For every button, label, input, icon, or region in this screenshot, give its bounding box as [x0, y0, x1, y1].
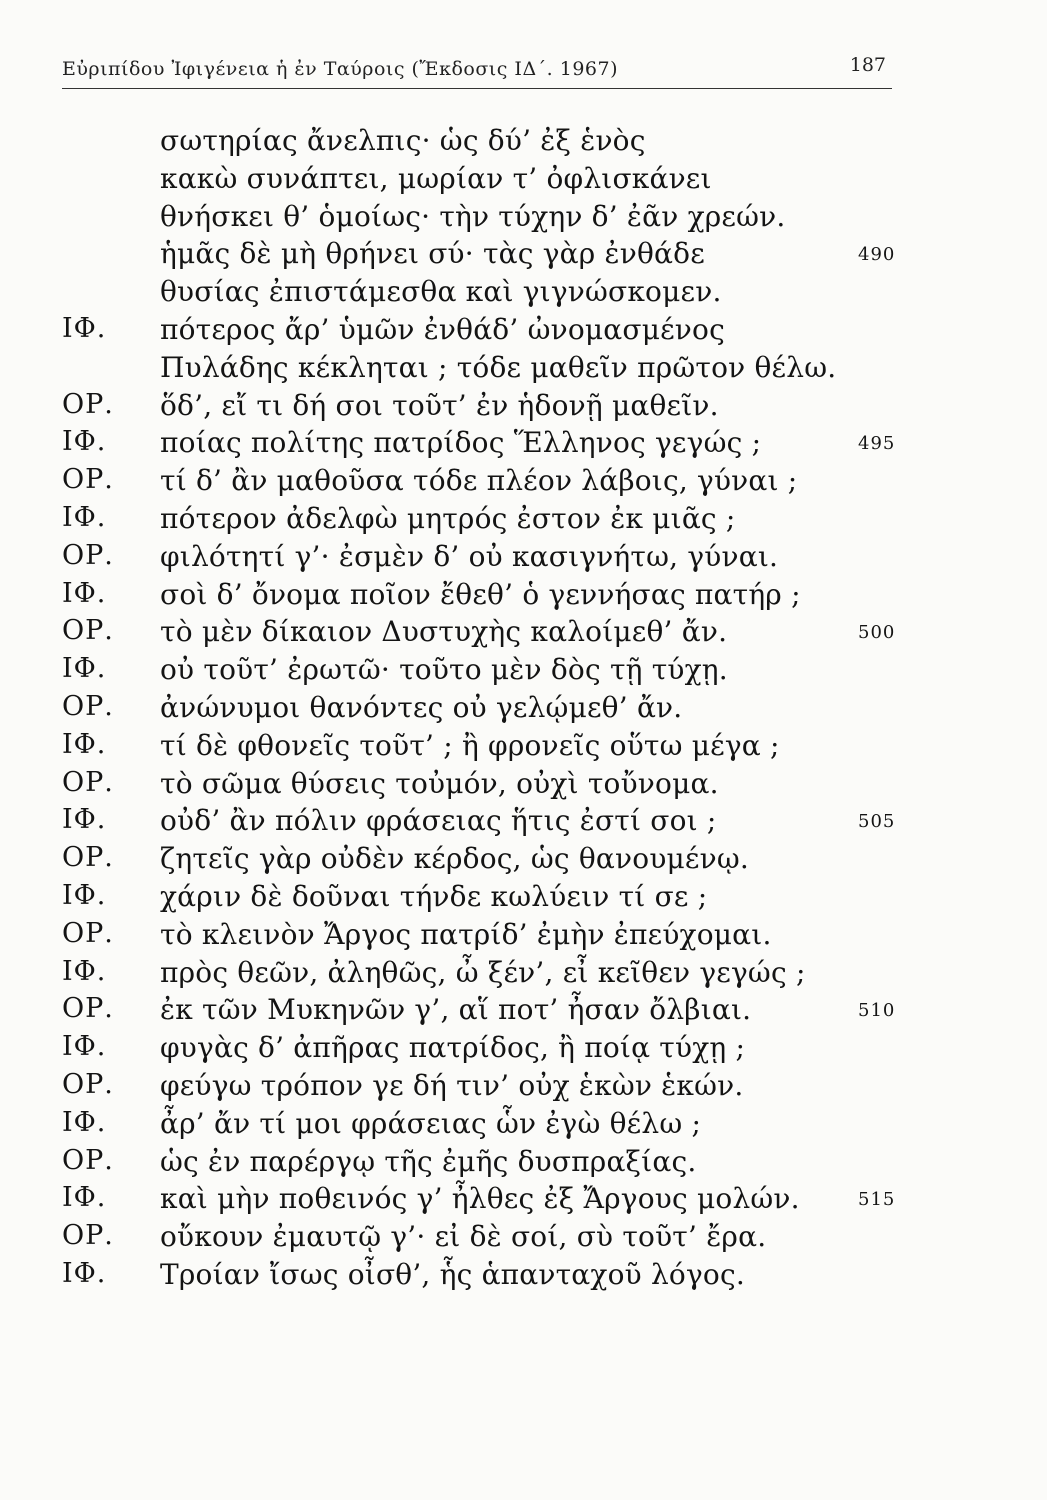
- verse-text-line: σωτηρίας ἄνελπις· ὡς δύ’ ἐξ ἑνὸς: [160, 124, 646, 157]
- verse-line: [0, 880, 1047, 918]
- speaker-label: ΙΦ.: [62, 312, 107, 344]
- line-number: 505: [858, 811, 896, 833]
- speaker-label: ΟΡ.: [62, 388, 114, 420]
- verse-line: [0, 162, 1047, 200]
- verse-text-line: φυγὰς δ’ ἀπῆρας πατρίδος, ἢ ποίᾳ τύχῃ ;: [160, 1031, 746, 1065]
- speaker-label: ΟΡ.: [62, 1068, 114, 1100]
- speaker-label: ΟΡ.: [62, 615, 114, 647]
- speaker-label: ΙΦ.: [62, 879, 107, 911]
- verse-text-line: τί δὲ φθονεῖς τοῦτ’ ; ἢ φρονεῖς οὕτω μέγα ;: [160, 728, 780, 762]
- verse-line: [0, 729, 1047, 767]
- line-number: 495: [858, 433, 896, 455]
- verse-text-line: ἀνώνυμοι θανόντες οὐ γελῴμεθ’ ἄν.: [160, 690, 683, 724]
- verse-line: [0, 464, 1047, 502]
- header-rule: [62, 88, 892, 89]
- verse-text-line: φεύγω τρόπον γε δή τιν’ οὐχ ἑκὼν ἑκών.: [160, 1068, 744, 1102]
- speaker-label: ΙΦ.: [62, 955, 107, 987]
- verse-line: [0, 767, 1047, 805]
- speaker-label: ΙΦ.: [62, 577, 107, 609]
- verse-line: [0, 918, 1047, 956]
- verse-line: [0, 653, 1047, 691]
- verse-text-line: τὸ σῶμα θύσεις τοὐμόν, οὐχὶ τοὔνομα.: [160, 766, 719, 800]
- verse-text-line: θυσίας ἐπιστάμεσθα καὶ γιγνώσκομεν.: [160, 275, 722, 309]
- verse-text-line: φιλότητί γ’· ἐσμὲν δ’ οὐ κασιγνήτω, γύναι.: [160, 539, 779, 573]
- verse-line: [0, 124, 1047, 162]
- speaker-label: ΙΦ.: [62, 1257, 107, 1289]
- verse-line: [0, 540, 1047, 578]
- verse-text-line: ὅδ’, εἴ τι δή σοι τοῦτ’ ἐν ἡδονῇ μαθεῖν.: [160, 388, 719, 422]
- verse-line: [0, 351, 1047, 389]
- speaker-label: ΙΦ.: [62, 426, 107, 458]
- verse-line: [0, 1258, 1047, 1296]
- verse-text-line: καὶ μὴν ποθεινός γ’ ἦλθες ἐξ Ἄργους μολών.: [160, 1182, 800, 1216]
- speaker-label: ΟΡ.: [62, 766, 114, 798]
- verse-text-line: Τροίαν ἴσως οἶσθ’, ἧς ἁπανταχοῦ λόγος.: [160, 1257, 745, 1291]
- speaker-label: ΟΡ.: [62, 1220, 114, 1252]
- verse-text-line: οὔκουν ἐμαυτῷ γ’· εἰ δὲ σοί, σὺ τοῦτ’ ἔρα.: [160, 1220, 767, 1254]
- verse-line: [0, 993, 1047, 1031]
- verse-text-line: Πυλάδης κέκληται ; τόδε μαθεῖν πρῶτον θέλω.: [160, 350, 837, 384]
- verse-text: [0, 124, 1047, 1296]
- verse-text-line: τὸ μὲν δίκαιον Δυστυχὴς καλοίμεθ’ ἄν.: [160, 615, 728, 649]
- verse-text-line: ὡς ἐν παρέργῳ τῆς ἐμῆς δυσπραξίας.: [160, 1144, 697, 1178]
- verse-line: [0, 1031, 1047, 1069]
- speaker-label: ΙΦ.: [62, 1106, 107, 1138]
- speaker-label: ΟΡ.: [62, 993, 114, 1025]
- speaker-label: ΙΦ.: [62, 653, 107, 685]
- verse-line: [0, 237, 1047, 275]
- speaker-label: ΙΦ.: [62, 804, 107, 836]
- speaker-label: ΙΦ.: [62, 1182, 107, 1214]
- line-number: 500: [858, 622, 896, 644]
- verse-line: [0, 275, 1047, 313]
- speaker-label: ΟΡ.: [62, 464, 114, 496]
- verse-text-line: χάριν δὲ δοῦναι τήνδε κωλύειν τί σε ;: [160, 879, 708, 913]
- verse-line: [0, 1069, 1047, 1107]
- verse-text-line: ζητεῖς γὰρ οὐδὲν κέρδος, ὡς θανουμένῳ.: [160, 842, 749, 876]
- speaker-label: ΟΡ.: [62, 1144, 114, 1176]
- verse-line: [0, 956, 1047, 994]
- verse-line: [0, 200, 1047, 238]
- speaker-label: ΟΡ.: [62, 690, 114, 722]
- verse-text-line: πότερος ἄρ’ ὑμῶν ἐνθάδ’ ὠνομασμένος: [160, 312, 725, 346]
- verse-line: [0, 502, 1047, 540]
- verse-text-line: οὐδ’ ἂν πόλιν φράσειας ἥτις ἐστί σοι ;: [160, 804, 717, 838]
- verse-text-line: ἆρ’ ἄν τί μοι φράσειας ὧν ἐγὼ θέλω ;: [160, 1106, 702, 1140]
- verse-line: [0, 1220, 1047, 1258]
- verse-line: [0, 1182, 1047, 1220]
- verse-line: [0, 389, 1047, 427]
- verse-line: [0, 804, 1047, 842]
- verse-text-line: ἐκ τῶν Μυκηνῶν γ’, αἵ ποτ’ ἦσαν ὄλβιαι.: [160, 993, 752, 1027]
- verse-line: [0, 313, 1047, 351]
- verse-text-line: θνήσκει θ’ ὁμοίως· τὴν τύχην δ’ ἐᾶν χρεών.: [160, 199, 786, 233]
- verse-text-line: πρὸς θεῶν, ἀληθῶς, ὦ ξέν’, εἶ κεῖθεν γεγώς ;: [160, 955, 806, 989]
- speaker-label: ΙΦ.: [62, 728, 107, 760]
- verse-line: [0, 578, 1047, 616]
- verse-text-line: σοὶ δ’ ὄνομα ποῖον ἔθεθ’ ὁ γεννήσας πατήρ ;: [160, 577, 801, 611]
- verse-text-line: κακὼ συνάπτει, μωρίαν τ’ ὀφλισκάνει: [160, 161, 712, 195]
- speaker-label: ΙΦ.: [62, 501, 107, 533]
- line-number: 515: [858, 1189, 896, 1211]
- verse-text-line: τί δ’ ἂν μαθοῦσα τόδε πλέον λάβοις, γύναι ;: [160, 464, 798, 498]
- verse-text-line: πότερον ἀδελφὼ μητρός ἐστον ἐκ μιᾶς ;: [160, 501, 736, 535]
- line-number: 510: [858, 1000, 896, 1022]
- page-number: 187: [849, 54, 886, 76]
- speaker-label: ΙΦ.: [62, 1031, 107, 1063]
- speaker-label: ΟΡ.: [62, 539, 114, 571]
- verse-line: [0, 691, 1047, 729]
- verse-line: [0, 1107, 1047, 1145]
- line-number: 490: [858, 244, 896, 266]
- verse-line: [0, 426, 1047, 464]
- header-title: Εὐριπίδου Ἰφιγένεια ἡ ἐν Ταύροις (Ἔκδοσις ΙΔ΄. 1967): [62, 58, 619, 80]
- running-header: [62, 54, 890, 88]
- speaker-label: ΟΡ.: [62, 917, 114, 949]
- speaker-label: ΟΡ.: [62, 842, 114, 874]
- verse-line: [0, 842, 1047, 880]
- verse-text-line: τὸ κλεινὸν Ἄργος πατρίδ’ ἐμὴν ἐπεύχομαι.: [160, 917, 772, 951]
- verse-line: [0, 1145, 1047, 1183]
- verse-line: [0, 615, 1047, 653]
- verse-text-line: ἡμᾶς δὲ μὴ θρήνει σύ· τὰς γὰρ ἐνθάδε: [160, 237, 705, 271]
- verse-text-line: ποίας πολίτης πατρίδος Ἕλληνος γεγώς ;: [160, 426, 762, 460]
- verse-text-line: οὐ τοῦτ’ ἐρωτῶ· τοῦτο μὲν δὸς τῇ τύχῃ.: [160, 653, 728, 687]
